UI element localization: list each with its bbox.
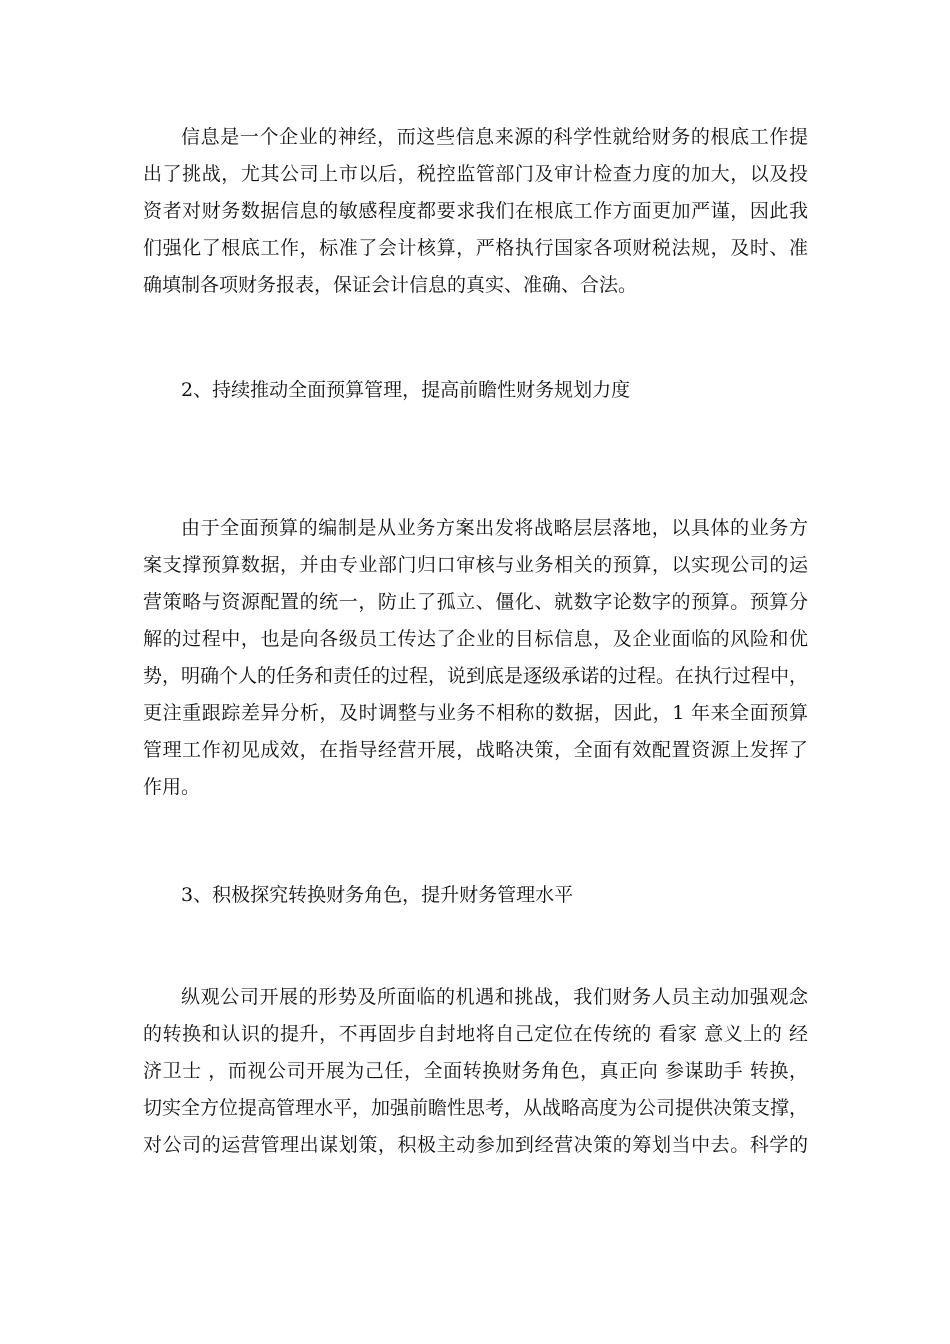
text-line: 案支撑预算数据，并由专业部门归口审核与业务相关的预算，以实现公司的运 (143, 554, 808, 576)
text-line: 济卫士 ，而视公司开展为己任，全面转换财务角色，真正向 参谋助手 转换， (143, 1060, 808, 1082)
paragraph-budget-management (143, 510, 808, 806)
text-line: 们强化了根底工作，标准了会计核算，严格执行国家各项财税法规，及时、准 (143, 237, 808, 259)
paragraph-financial-role (143, 979, 808, 1164)
text-line: 势，明确个人的任务和责任的过程，说到底是逐级承诺的过程。在执行过程中， (143, 665, 808, 687)
text-line: 营策略与资源配置的统一，防止了孤立、僵化、就数字论数字的预算。预算分 (143, 591, 808, 613)
text-line: 资者对财务数据信息的敏感程度都要求我们在根底工作方面更加严谨，因此我 (143, 200, 808, 222)
text-line: 的转换和认识的提升，不再固步自封地将自己定位在传统的 看家 意义上的 经 (143, 1023, 808, 1045)
heading-text: 2、持续推动全面预算管理，提高前瞻性财务规划力度 (181, 379, 631, 401)
text-line: 出了挑战，尤其公司上市以后，税控监管部门及审计检查力度的加大，以及投 (143, 163, 808, 185)
text-line: 作用。 (143, 776, 201, 798)
text-line: 由于全面预算的编制是从业务方案出发将战略层层落地，以具体的业务方 (181, 517, 808, 539)
text-line: 切实全方位提高管理水平，加强前瞻性思考，从战略高度为公司提供决策支撑， (143, 1097, 808, 1119)
heading-text: 3、积极探究转换财务角色，提升财务管理水平 (181, 884, 574, 906)
text-line: 解的过程中，也是向各级员工传达了企业的目标信息，及企业面临的风险和优 (143, 628, 808, 650)
text-line: 确填制各项财务报表，保证会计信息的真实、准确、合法。 (143, 274, 638, 296)
section-heading-3 (143, 877, 808, 914)
text-line: 对公司的运营管理出谋划策，积极主动参加到经营决策的筹划当中去。科学的 (143, 1134, 808, 1156)
paragraph-info-foundation (143, 119, 808, 304)
text-line: 管理工作初见成效，在指导经营开展，战略决策，全面有效配置资源上发挥了 (143, 739, 808, 761)
section-heading-2 (143, 372, 808, 409)
text-line: 纵观公司开展的形势及所面临的机遇和挑战，我们财务人员主动加强观念 (181, 986, 808, 1008)
text-line: 更注重跟踪差异分析，及时调整与业务不相称的数据，因此，1 年来全面预算 (143, 702, 808, 724)
text-line: 信息是一个企业的神经，而这些信息来源的科学性就给财务的根底工作提 (181, 126, 808, 148)
